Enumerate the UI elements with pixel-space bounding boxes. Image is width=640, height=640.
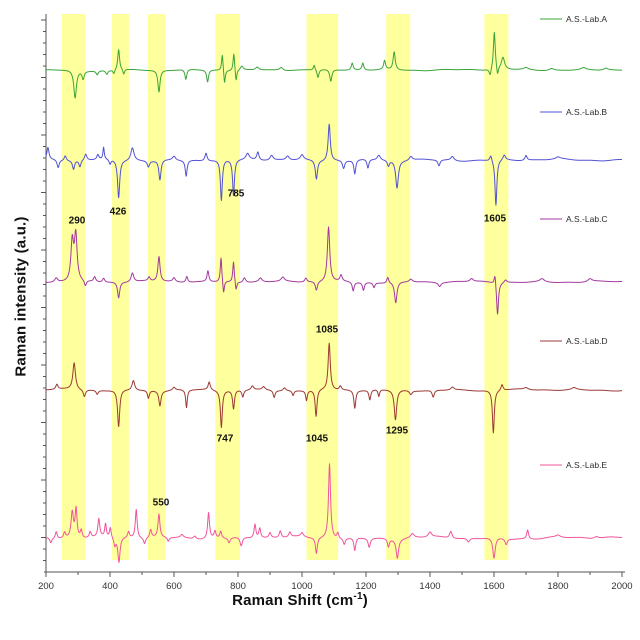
x-axis-title-close: )	[362, 592, 368, 609]
peak-label: 1295	[385, 425, 409, 437]
x-tick-label: 1600	[483, 581, 505, 592]
legend-label: A.S.-Lab.A	[566, 14, 608, 24]
peak-label: 550	[152, 497, 170, 509]
highlight-band	[307, 14, 339, 560]
legend-label: A.S.-Lab.C	[566, 214, 608, 224]
peak-label: 1045	[305, 433, 329, 445]
x-tick-label: 800	[230, 581, 246, 592]
peak-label: 785	[227, 188, 245, 200]
x-tick-label: 1400	[419, 581, 441, 592]
x-tick-label: 600	[166, 581, 182, 592]
peak-label: 426	[109, 206, 127, 218]
peak-label: 1605	[483, 213, 507, 225]
x-axis-title	[170, 591, 430, 609]
highlight-band	[148, 14, 165, 560]
legend-label: A.S.-Lab.E	[566, 460, 608, 470]
x-tick-label: 2000	[611, 581, 633, 592]
x-tick-label: 1000	[291, 581, 313, 592]
y-axis-title: Raman intensity (a.u.)	[12, 216, 30, 377]
peak-label: 747	[216, 433, 234, 445]
legend-label: A.S.-Lab.D	[566, 336, 608, 346]
x-tick-label: 1800	[547, 581, 569, 592]
highlight-band	[62, 14, 85, 560]
x-tick-label: 200	[38, 581, 54, 592]
peak-label: 1085	[315, 324, 339, 336]
peak-label: 290	[68, 215, 86, 227]
x-tick-label: 400	[102, 581, 118, 592]
x-tick-label: 1200	[355, 581, 377, 592]
legend-label: A.S.-Lab.B	[566, 107, 608, 117]
x-axis-title-text: Raman Shift (cm	[232, 592, 354, 609]
highlight-band	[484, 14, 508, 560]
x-axis-title-superscript: -1	[353, 591, 363, 602]
